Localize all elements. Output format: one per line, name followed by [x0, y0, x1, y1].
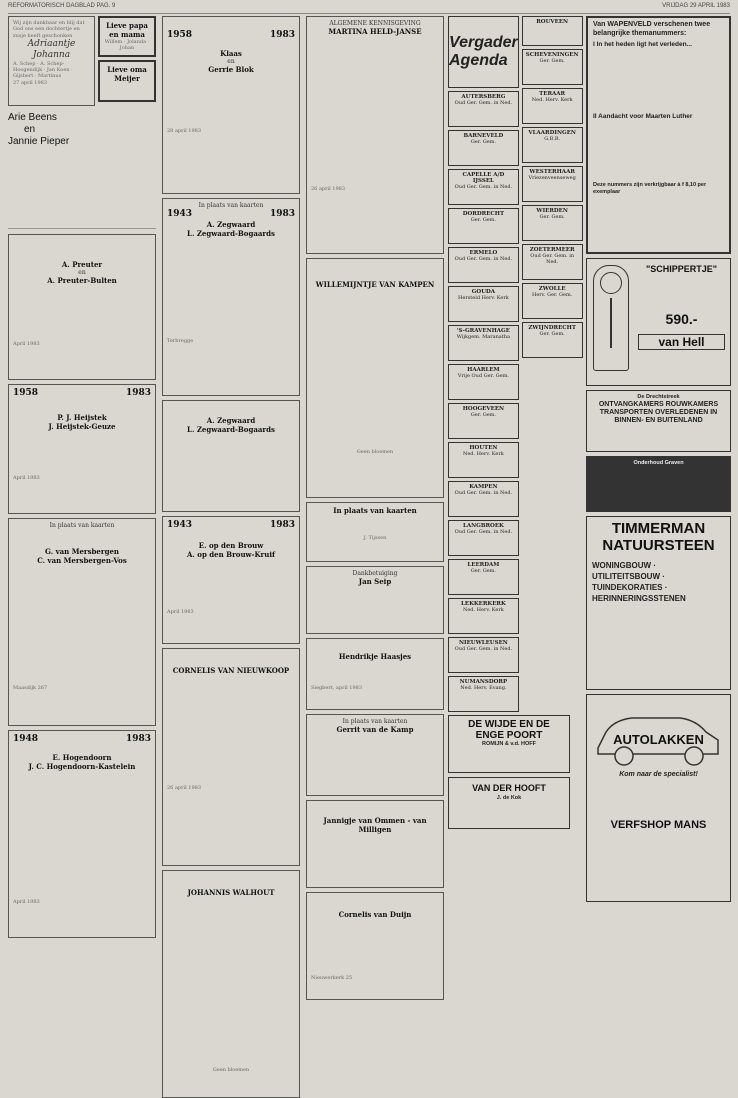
- person-name: Jannigje van Ommen - van Milligen: [323, 816, 427, 834]
- closing-note: Geen bloemen: [356, 449, 394, 455]
- agenda-entry: [448, 208, 519, 244]
- column-5-ads: [586, 16, 731, 1060]
- deceased-name: WILLEMIJNTJE VAN KAMPEN: [315, 280, 435, 289]
- filler-text: [311, 586, 439, 616]
- filler-text: [13, 565, 151, 685]
- anniversary-heijstek: [8, 384, 156, 514]
- ad-title: "SCHIPPERTJE": [645, 264, 718, 274]
- column-4-agenda: [448, 16, 579, 1060]
- agenda-town: BARNEVELD: [463, 133, 504, 139]
- notice-heading: In plaats van kaarten: [333, 506, 417, 515]
- agenda-entry: [522, 322, 583, 358]
- agenda-entry: [522, 166, 583, 202]
- ad-title: Onderhoud Graven: [633, 460, 684, 466]
- filler-text: [13, 399, 151, 413]
- agenda-town: 'S-GRAVENHAGE: [456, 328, 510, 334]
- year-row: [13, 734, 151, 745]
- filler-text: [167, 531, 295, 541]
- column-1: [8, 16, 156, 1060]
- filler-text: [592, 604, 725, 644]
- year-end: 1983: [125, 733, 151, 744]
- person-name: A. Zegwaard: [206, 220, 256, 229]
- ad-price: 590.-: [665, 311, 698, 327]
- filler-text: [167, 652, 295, 666]
- notice-heading: In plaats van kaarten: [49, 521, 115, 529]
- agenda-congregation: Ger. Gem.: [539, 214, 565, 220]
- ad-schippertje-clock: [586, 258, 731, 386]
- agenda-entry: [448, 247, 519, 283]
- obituary-van-kampen: [306, 258, 444, 498]
- child-name: Adriaantje Johanna: [27, 38, 76, 60]
- filler-text: [311, 896, 439, 910]
- announcement-date: 26 april 1983: [167, 785, 202, 791]
- thanks-van-ommen: [306, 800, 444, 888]
- agenda-town: WIERDEN: [536, 208, 568, 214]
- agenda-entry: [522, 127, 583, 163]
- page-header: [8, 3, 730, 14]
- small-ad-title: Lieve papa en mama: [106, 21, 148, 39]
- birth-announcements-row: [8, 16, 156, 106]
- person-name: P. J. Heijstek: [57, 412, 107, 422]
- announcement-date: 27 april 1983: [13, 79, 48, 86]
- agenda-congregation: Oud Ger. Gem. in Ned.: [530, 253, 575, 265]
- filler-text: [13, 745, 151, 753]
- filler-text: [13, 431, 151, 475]
- agenda-congregation: Ned. Herv. Kerk: [531, 97, 573, 103]
- filler-text: [593, 48, 724, 110]
- ad-onderhoud-graven: [586, 456, 731, 512]
- agenda-congregation: Oud Ger. Gem. in Ned.: [454, 529, 513, 535]
- person-name: J. Tijssen: [363, 535, 387, 541]
- thanks-zegwaard: [162, 400, 300, 512]
- agenda-town: VLAARDINGEN: [528, 130, 576, 136]
- agenda-town: KAMPEN: [469, 484, 498, 490]
- agenda-entry: [448, 481, 519, 517]
- filler-text: [311, 36, 439, 186]
- announcement-date: April 1983: [167, 609, 194, 615]
- ad-services: ONTVANGKAMERS ROUWKAMERS TRANSPORTEN OVERLEDENEN IN BINNEN- EN BUITENLAND: [598, 401, 719, 424]
- agenda-entry: [522, 16, 583, 46]
- agenda-entry: [522, 283, 583, 319]
- filler-text: [311, 919, 439, 975]
- year-row: [13, 388, 151, 399]
- agenda-entry: [448, 442, 519, 478]
- person-name: J. C. Hogendoorn-Kastelein: [28, 761, 136, 771]
- year-end: 1983: [269, 520, 295, 530]
- agenda-entry: [448, 559, 519, 595]
- agenda-entry: [448, 325, 519, 361]
- person-name: Gerrie Blok: [208, 65, 254, 74]
- year-end: 1983: [269, 30, 295, 40]
- agenda-entry: [448, 403, 519, 439]
- ad-heading: I In het heden ligt het verleden...: [593, 41, 692, 48]
- agenda-town: WESTERHAAR: [529, 169, 575, 175]
- ad-van-der-hooft: [448, 777, 570, 829]
- filler-text: [311, 734, 439, 778]
- year-start: 1958: [13, 387, 39, 398]
- person-name: A. Preuter: [61, 259, 103, 269]
- year-end: 1983: [269, 209, 295, 219]
- filler-text: [13, 771, 151, 899]
- ad-title: TIMMERMAN NATUURSTEEN: [602, 520, 715, 554]
- vergader-agenda-logo: Vergader Agenda: [448, 16, 519, 88]
- conjunction: en: [227, 58, 235, 65]
- agenda-congregation: Herv. Ger. Gem.: [531, 292, 573, 298]
- person-name: Jan Seip: [358, 577, 392, 586]
- year-start: 1943: [167, 520, 193, 530]
- filler-text: [13, 529, 151, 547]
- person-name: G. van Mersbergen: [44, 546, 120, 556]
- ad-wijde-enge-poort: [448, 715, 570, 773]
- anniversary-mersbergen: [8, 518, 156, 726]
- ad-title: VAN DER HOOFT: [472, 783, 546, 793]
- closing-note: Geen bloemen: [212, 1067, 250, 1073]
- agenda-entry: [448, 130, 519, 166]
- agenda-entry: [448, 364, 519, 400]
- agenda-entry: [448, 520, 519, 556]
- ad-shop-name: VERFSHOP MANS: [610, 819, 707, 831]
- filler-text: [167, 897, 295, 1067]
- announcement-date: Siegbert, april 1983: [311, 685, 363, 691]
- anniversary-preuter: [8, 234, 156, 380]
- deceased-name: CORNELIS VAN NIEUWKOOP: [172, 666, 290, 675]
- clock-icon: [593, 265, 629, 371]
- filler-text: [167, 74, 295, 128]
- ad-footer: Deze nummers zijn verkrijgbaar à f 8,10 per exemplaar: [593, 182, 707, 195]
- announcement-date: April 1983: [13, 474, 40, 481]
- agenda-congregation: Hersteld Herv. Kerk: [458, 295, 509, 301]
- ad-wapenveld: [586, 16, 731, 254]
- ad-shop-name: van Hell: [638, 334, 725, 350]
- agenda-congregation: Oud Ger. Gem. in Ned.: [454, 490, 513, 496]
- filler-text: [167, 675, 295, 785]
- family-names: A. Schep · A. Schep-Hoogendijk · Jan Koen · Gijsbert · Martinus: [13, 60, 73, 80]
- person-name: L. Zegwaard-Bogaards: [187, 229, 275, 238]
- person-name: Cornelis van Duijn: [338, 910, 412, 919]
- column-2: [162, 16, 300, 1073]
- filler-text: [311, 289, 439, 449]
- filler-text: [638, 326, 725, 334]
- ad-timmerman-natuursteen: [586, 516, 731, 690]
- conjunction: en: [78, 268, 86, 276]
- agenda-congregation: Ned. Herv. Evang.: [460, 685, 507, 691]
- ad-title: AUTOLAKKEN: [613, 732, 704, 747]
- agenda-town: LEERDAM: [467, 562, 500, 568]
- person-name: Hendrikje Haasjes: [338, 652, 412, 661]
- agenda-town: NUMANSDORP: [459, 679, 508, 685]
- person-name: A. Zegwaard: [206, 416, 256, 425]
- obituary-nieuwkoop: [162, 648, 300, 866]
- filler-text: [311, 804, 439, 816]
- ad-autolakken: [586, 694, 731, 902]
- filler-text: [167, 41, 295, 49]
- announcement-intro: Wij zijn dankbaar en blij dat God ons een dochtertje en zusje heeft geschonken: [13, 20, 85, 39]
- agenda-town: SCHEVENINGEN: [525, 52, 579, 58]
- notice-heading: ALGEMENE KENNISGEVING: [329, 20, 421, 27]
- agenda-entry: [522, 49, 583, 85]
- agenda-entry: [448, 169, 519, 205]
- filler-text: [167, 404, 295, 416]
- anniversary-op-den-brouw: [162, 516, 300, 644]
- deceased-name: MARTINA HELD-JANSE: [328, 27, 422, 36]
- agenda-congregation: Wijkgem. Maranatha: [456, 334, 510, 340]
- announcement-date: April 1983: [13, 898, 40, 905]
- filler-text: [311, 834, 439, 884]
- person-name: C. van Mersbergen-Vos: [37, 555, 127, 565]
- agenda-congregation: Ger. Gem.: [470, 568, 497, 574]
- agenda-congregation: Vrije Oud Ger. Gem.: [457, 373, 509, 379]
- filler-text: [638, 276, 725, 312]
- filler-text: [311, 515, 439, 535]
- agenda-town: NIEUWLEUSEN: [458, 640, 508, 646]
- agenda-left: [448, 16, 519, 715]
- person-name: J. Heijstek-Geuze: [48, 421, 116, 431]
- agenda-entry: [522, 88, 583, 124]
- agenda-congregation: Oud Ger. Gem. in Ned.: [454, 256, 513, 262]
- person-name: A. op den Brouw-Kruif: [186, 550, 275, 559]
- filler-text: [593, 120, 724, 182]
- year-start: 1958: [167, 30, 193, 40]
- agenda-congregation: Ned. Herv. Kerk: [462, 607, 504, 613]
- deceased-name: JOHANNIS WALHOUT: [187, 888, 275, 897]
- ad-title: De Drechtstreek: [637, 394, 680, 400]
- person-name: E. op den Brouw: [198, 541, 264, 550]
- agenda-town: LEKKERKERK: [461, 601, 506, 607]
- year-row: [167, 209, 295, 220]
- agenda-congregation: Vriezenveenseweg: [528, 175, 576, 181]
- filler-text: [311, 642, 439, 652]
- agenda-town: HOOGEVEEN: [462, 406, 505, 412]
- obituary-held-janse: [306, 16, 444, 254]
- birth-announcement: [8, 16, 95, 106]
- filler-text: [167, 874, 295, 888]
- filler-text: [592, 778, 725, 818]
- filler-text: [311, 661, 439, 685]
- agenda-town: ERMELO: [469, 250, 498, 256]
- person-name: Gerrit van de Kamp: [336, 725, 414, 734]
- ad-publisher: ROMIJN & v.d. HOFF: [482, 741, 536, 747]
- person-name: A. Preuter-Bulten: [47, 275, 117, 285]
- filler-text: [13, 86, 90, 100]
- agenda-congregation: Ger. Gem.: [470, 217, 497, 223]
- anniversary-zegwaard: [162, 198, 300, 396]
- agenda-entry: [448, 637, 519, 673]
- agenda-entry: [448, 286, 519, 322]
- agenda-entry: [448, 598, 519, 634]
- filler-text: [13, 285, 151, 341]
- conjunction: en: [24, 123, 36, 135]
- ad-title: DE WIJDE EN DE ENGE POORT: [468, 719, 550, 741]
- small-ads: [98, 16, 156, 106]
- year-row: [167, 30, 295, 41]
- agenda-town: ZWOLLE: [538, 286, 566, 292]
- thanks-seip: [306, 566, 444, 634]
- announcement-date: Nieuwerkerk 25: [311, 975, 353, 981]
- anniversary-hogendoorn: [8, 730, 156, 938]
- filler-text: [167, 238, 295, 338]
- agenda-town: ZOETERMEER: [529, 247, 575, 253]
- wedding-announcement: [8, 110, 156, 230]
- agenda-congregation: Oud Ger. Gem. in Ned.: [454, 646, 513, 652]
- header-left: REFORMATORISCH DAGBLAD PAG. 9: [8, 3, 116, 9]
- small-ad-papa: [98, 16, 156, 57]
- ad-services: WONINGBOUW · UTILITEITSBOUW · TUINDEKORATIES · HERINNERINGSSTENEN: [592, 561, 686, 603]
- agenda-congregation: G.B.B.: [544, 136, 561, 142]
- filler-text: [104, 83, 150, 97]
- ad-slogan: Kom naar de specialist!: [619, 771, 698, 778]
- year-start: 1948: [13, 733, 39, 744]
- header-right: VRIJDAG 29 APRIL 1983: [662, 3, 730, 9]
- year-start: 1943: [167, 209, 193, 219]
- obituary-walhout: [162, 870, 300, 1098]
- agenda-congregation: Oud Ger. Gem. in Ned.: [454, 184, 513, 190]
- year-end: 1983: [125, 387, 151, 398]
- thanks-tijssen: [306, 502, 444, 562]
- agenda-town: GOUDA: [471, 289, 496, 295]
- filler-text: [167, 559, 295, 609]
- agenda-town: CAPELLE A/D IJSSEL: [462, 172, 505, 184]
- filler-text: [311, 262, 439, 280]
- small-ad-title: Lieve oma Meijer: [107, 64, 147, 83]
- thanks-van-duijn: [306, 892, 444, 1000]
- person-name: E. Hogendoorn: [52, 752, 112, 762]
- person-name: Klaas: [220, 49, 242, 58]
- bride-name: Jannie Pieper: [8, 135, 70, 147]
- agenda-town: DORDRECHT: [462, 211, 505, 217]
- column-3: [306, 16, 444, 1060]
- wedding-details: [8, 148, 156, 229]
- filler-text: [13, 238, 151, 260]
- ad-title: Van WAPENVELD verschenen twee belangrijke themanummers:: [593, 21, 711, 37]
- filler-text: [167, 20, 295, 30]
- agenda-town: HOUTEN: [469, 445, 498, 451]
- agenda-entry: [448, 676, 519, 712]
- agenda-congregation: Ned. Herv. Kerk: [462, 451, 504, 457]
- small-ad-names: Willem · Jolanda · Johan: [104, 39, 150, 52]
- agenda-town: ZWIJNDRECHT: [528, 325, 576, 331]
- agenda-entry: [522, 205, 583, 241]
- small-ad-oma: [98, 60, 156, 102]
- groom-name: Arie Beens: [8, 111, 57, 123]
- agenda-grid: [448, 16, 579, 715]
- agenda-entry: [448, 91, 519, 127]
- agenda-town: HAARLEM: [467, 367, 500, 373]
- filler-text: [167, 434, 295, 494]
- ad-heading: II Aandacht voor Maarten Luther: [593, 113, 693, 120]
- agenda-congregation: Ger. Gem.: [470, 412, 497, 418]
- notice-heading: In plaats van kaarten: [198, 202, 264, 209]
- agenda-town: TERAAR: [539, 91, 566, 97]
- agenda-town: LANGBROEK: [462, 523, 504, 529]
- ad-owner: J. de Kok: [496, 795, 522, 801]
- notice-heading: Dankbetuiging: [352, 570, 398, 577]
- announcement-date: Maasdijk 267: [13, 684, 48, 691]
- thanks-haasjes: [306, 638, 444, 710]
- announcement-date: 28 april 1983: [167, 128, 202, 134]
- agenda-right: [522, 16, 583, 715]
- agenda-congregation: Oud Ger. Gem. in Ned.: [454, 100, 513, 106]
- year-row: [167, 520, 295, 531]
- agenda-town: ROUVEEN: [536, 19, 569, 25]
- agenda-congregation: Ger. Gem.: [539, 58, 565, 64]
- announcement-date: 26 april 1983: [311, 186, 346, 192]
- person-name: L. Zegwaard-Bogaards: [187, 425, 275, 434]
- ad-drechtstreek: [586, 390, 731, 452]
- announcement-date: Terbregge: [167, 338, 194, 344]
- thanks-van-de-kamp: [306, 714, 444, 796]
- agenda-entry: [522, 244, 583, 280]
- announcement-date: April 1983: [13, 340, 40, 347]
- agenda-congregation: Ger. Gem.: [470, 139, 497, 145]
- agenda-congregation: Ger. Gem.: [539, 331, 565, 337]
- anniversary-blok: [162, 16, 300, 194]
- notice-heading: In plaats van kaarten: [342, 718, 408, 725]
- agenda-town: AUTERSBERG: [461, 94, 506, 100]
